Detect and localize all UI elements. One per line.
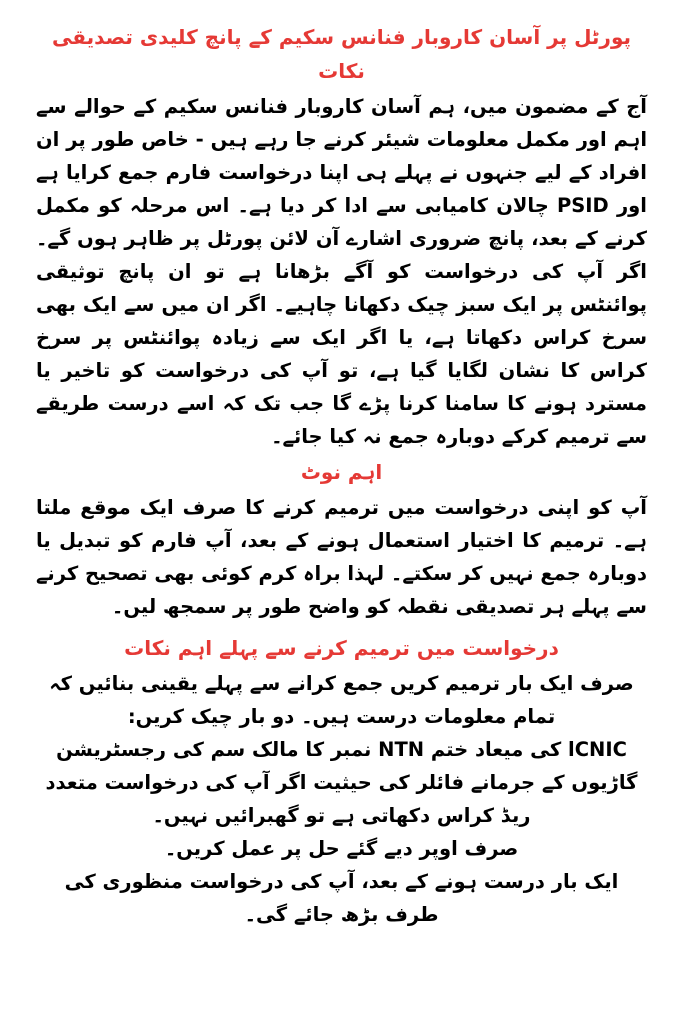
tips-paragraph-approval: ایک بار درست ہونے کے بعد، آپ کی درخواست منظوری کی طرف بڑھ جائے گی۔ [64, 870, 619, 926]
important-note-heading: اہم نوٹ [300, 460, 383, 484]
tips-paragraph-only-once: صرف ایک بار ترمیم کریں جمع کرانے سے پہلے یقینی بنائیں کہ تمام معلومات درست ہیں۔ دو بار چیک کریں: [49, 672, 634, 728]
tips-paragraph-follow-solutions: صرف اوپر دیے گئے حل پر عمل کریں۔ [164, 837, 519, 860]
tips-heading: درخواست میں ترمیم کرنے سے پہلے اہم نکات [124, 636, 559, 660]
important-note-paragraph: آپ کو اپنی درخواست میں ترمیم کرنے کا صرف ایک موقع ملتا ہے۔ ترمیم کا اختیار استعمال ہونے کے بعد، آپ فارم کو تبدیل یا دوبارہ جمع نہیں کر سکتے۔ لہذا براہ کرم کوئی بھی تصحیح کرنے سے پہلے ہر تصدیقی نقطہ کو واضح طور پر سمجھ لیں۔ [36, 496, 647, 618]
article-title: پورٹل پر آسان کاروبار فنانس سکیم کے پانچ کلیدی تصدیقی نکات [51, 25, 631, 83]
tips-paragraph-checklist: CNICا کی میعاد ختم NTN نمبر کا مالک سم کی رجسٹریشن گاڑیوں کے جرمانے فائلر کی حیثیت اگر آپ کی درخواست متعدد ریڈ کراس دکھاتی ہے تو گھبرائیں نہیں۔ [45, 738, 638, 827]
intro-paragraph: آج کے مضمون میں، ہم آسان کاروبار فنانس سکیم کے حوالے سے اہم اور مکمل معلومات شیئر کرنے جا رہے ہیں - خاص طور پر ان افراد کے لیے جنہوں نے پہلے ہی اپنا درخواست فارم جمع کرایا ہے اور PSID چالان کامیابی سے ادا کر دیا ہے۔ اس مرحلہ کو مکمل کرنے کے بعد، پانچ ضروری اشارے آن لائن پورٹل پر ظاہر ہوں گے۔ اگر آپ کی درخواست کو آگے بڑھانا ہے تو ان پانچ توثیقی پوائنٹس پر ایک سبز چیک دکھانا چاہیے۔ اگر ان میں سے ایک بھی سرخ کراس دکھاتا ہے، یا اگر ایک سے زیادہ پوائنٹس پر سرخ کراس کا نشان لگایا گیا ہے، تو آپ کی درخواست کو تاخیر یا مسترد ہونے کا سامنا کرنا پڑے گا جب تک کہ اسے درست طریقے سے ترمیم کرکے دوبارہ جمع نہ کیا جائے۔ [36, 95, 647, 448]
